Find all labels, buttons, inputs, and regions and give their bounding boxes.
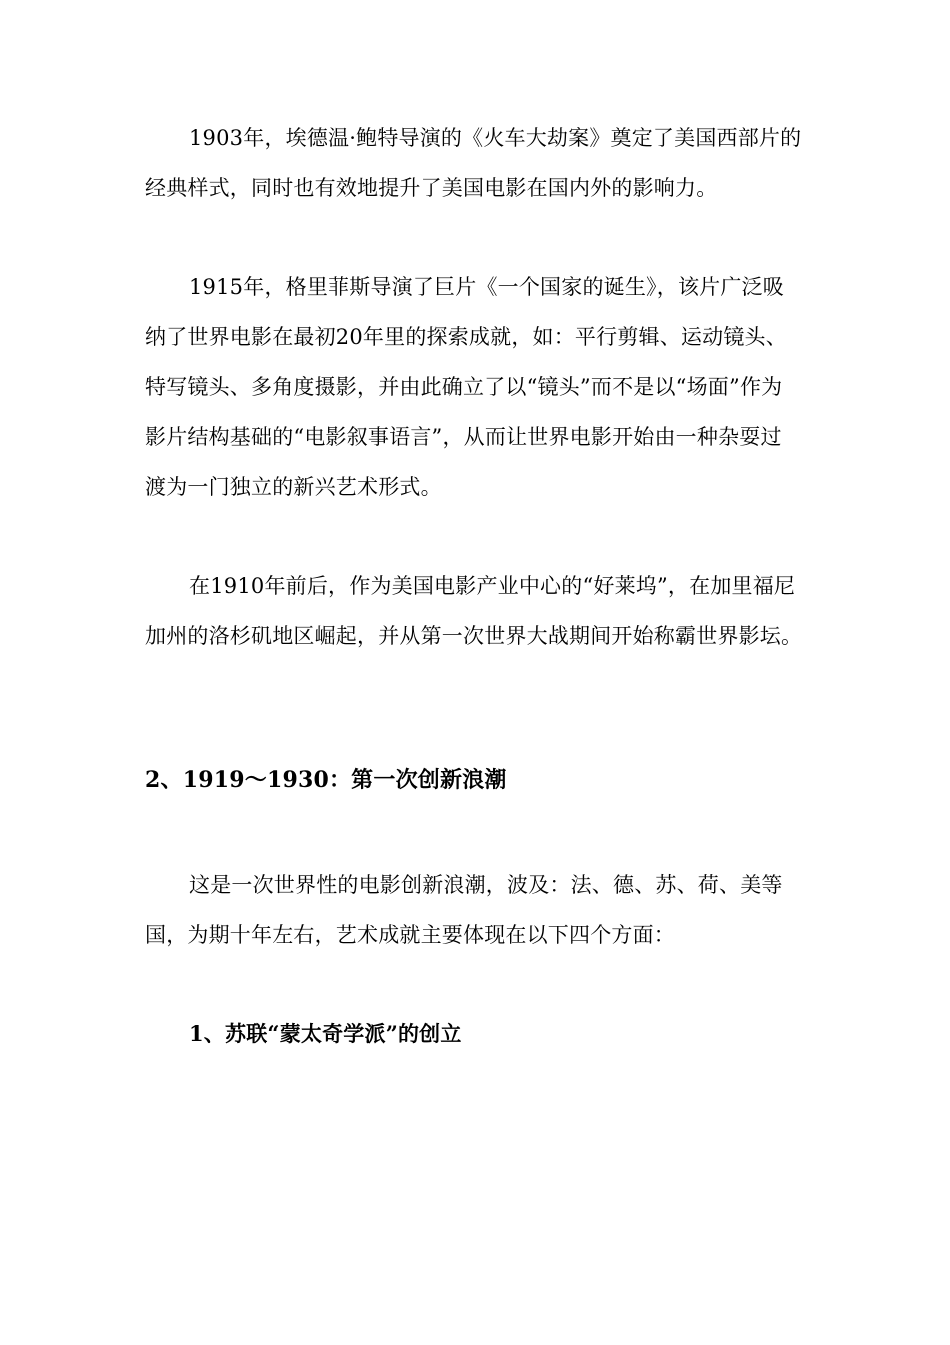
- paragraph-3-line-1: 在1910年前后，作为美国电影产业中心的“好莱坞”，在加里福尼: [189, 574, 796, 598]
- paragraph-3-line-2: 加州的洛杉矶地区崛起，并从第一次世界大战期间开始称霸世界影坛。: [145, 624, 803, 648]
- paragraph-2-line-5: 渡为一门独立的新兴艺术形式。: [145, 475, 442, 499]
- paragraph-2-line-4: 影片结构基础的“电影叙事语言”，从而让世界电影开始由一种杂耍过: [145, 425, 782, 449]
- subheading: 1、苏联“蒙太奇学派”的创立: [189, 1021, 462, 1046]
- paragraph-1-line-1: 1903年，埃德温·鲍特导演的《火车大劫案》奠定了美国西部片的: [189, 126, 802, 150]
- paragraph-2-line-2: 纳了世界电影在最初20年里的探索成就，如：平行剪辑、运动镜头、: [145, 325, 787, 349]
- paragraph-2-line-1: 1915年，格里菲斯导演了巨片《一个国家的诞生》，该片广泛吸: [189, 275, 784, 299]
- section-paragraph-line-1: 这是一次世界性的电影创新浪潮，波及：法、德、苏、荷、美等: [189, 873, 783, 897]
- section-paragraph-line-2: 国，为期十年左右，艺术成就主要体现在以下四个方面：: [145, 923, 675, 947]
- paragraph-1-line-2: 经典样式，同时也有效地提升了美国电影在国内外的影响力。: [145, 176, 718, 200]
- section-heading: 2、1919～1930：第一次创新浪潮: [145, 767, 507, 793]
- paragraph-2-line-3: 特写镜头、多角度摄影，并由此确立了以“镜头”而不是以“场面”作为: [145, 375, 783, 399]
